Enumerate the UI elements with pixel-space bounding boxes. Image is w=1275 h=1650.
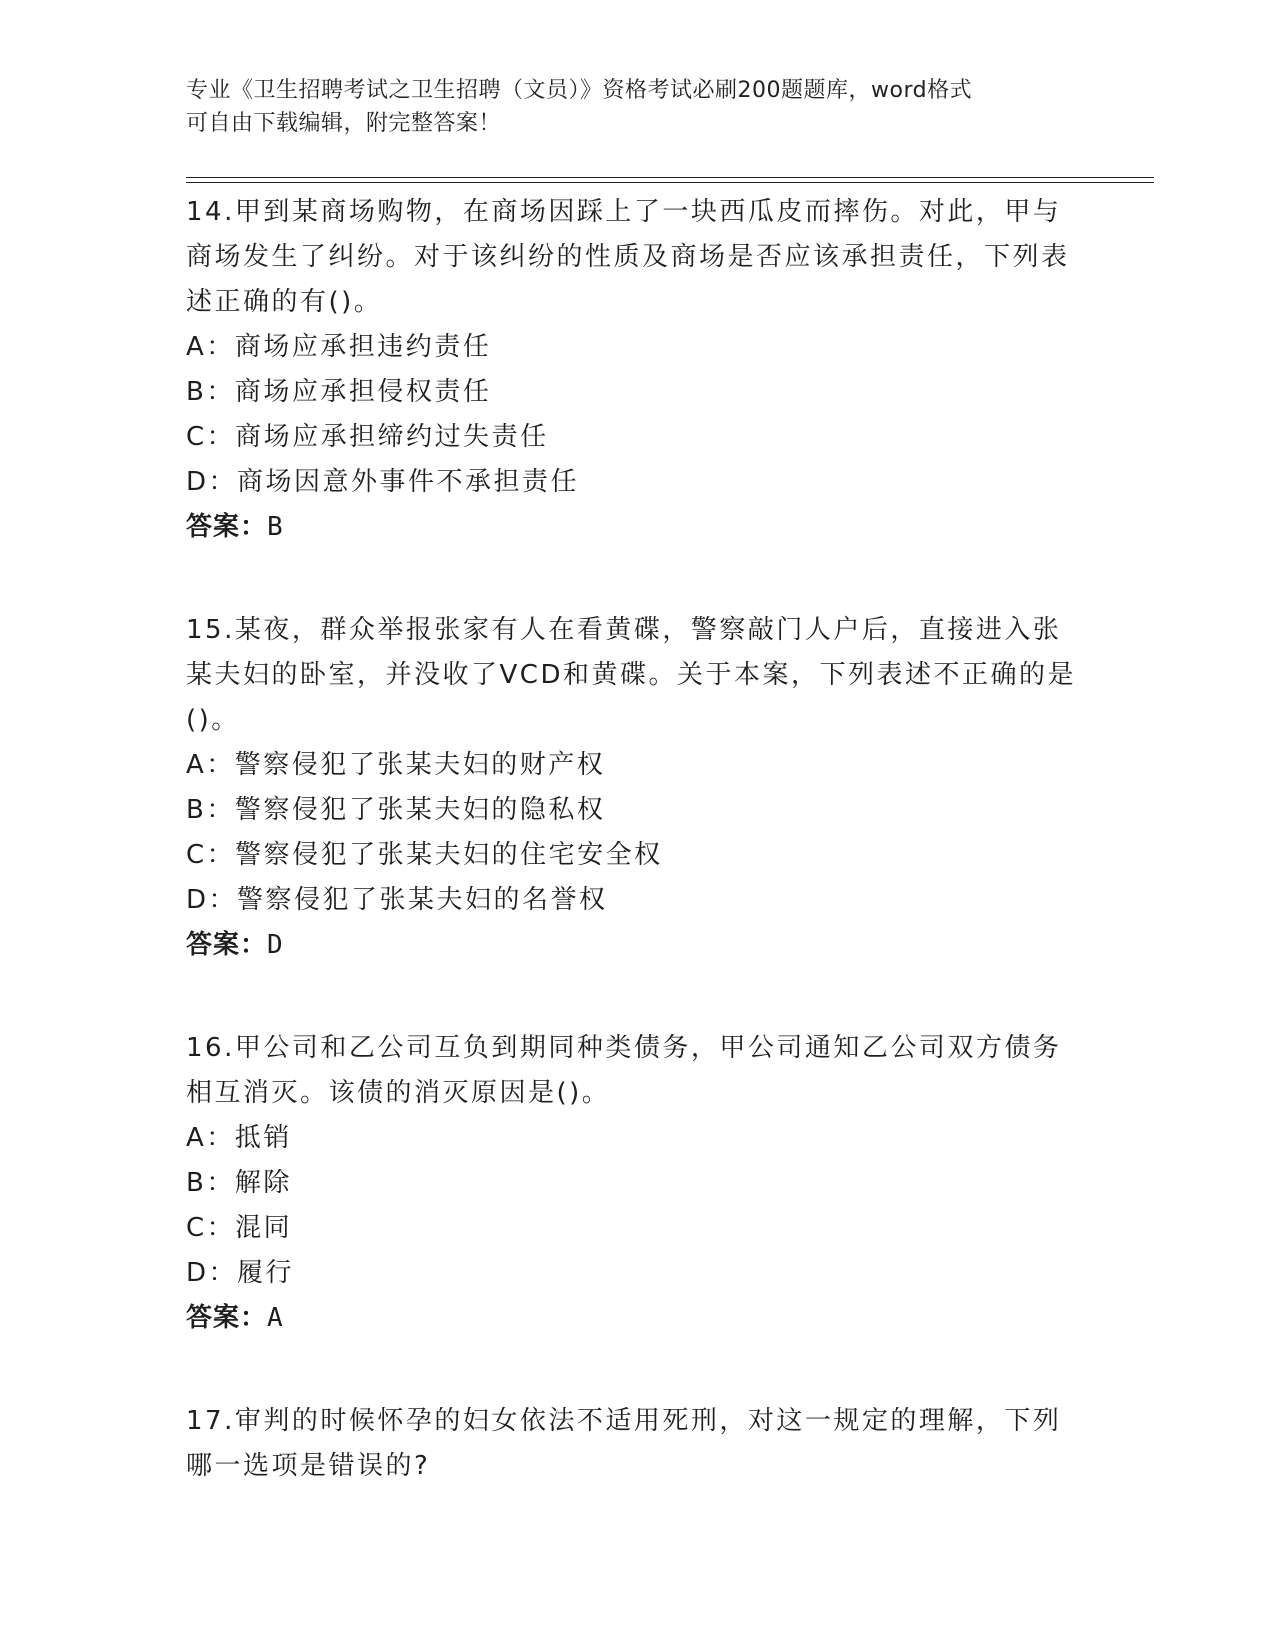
- question-17: [186, 1399, 1086, 1489]
- question-14: [186, 190, 1086, 550]
- option-d: D：警察侵犯了张某夫妇的名誉权: [186, 885, 608, 915]
- question-16: [186, 1026, 1086, 1341]
- option-a: A：警察侵犯了张某夫妇的财产权: [186, 750, 606, 780]
- question-stem: 15.某夜，群众举报张家有人在看黄碟，警察敲门人户后，直接进入张某夫妇的卧室，并没收了VCD和黄碟。关于本案，下列表述不正确的是()。: [186, 615, 1076, 735]
- option-b: B：商场应承担侵权责任: [186, 377, 492, 407]
- answer-label: 答案：: [186, 930, 268, 960]
- answer-label: 答案：: [186, 1303, 268, 1333]
- question-list: [186, 190, 1086, 1547]
- answer-label: 答案：: [186, 512, 268, 542]
- option-a: A：商场应承担违约责任: [186, 332, 492, 362]
- question-stem: 17.审判的时候怀孕的妇女依法不适用死刑，对这一规定的理解，下列哪一选项是错误的?: [186, 1406, 1062, 1481]
- option-c: C：混同: [186, 1213, 293, 1243]
- answer-line: [186, 505, 1086, 550]
- answer-line: [186, 923, 1086, 968]
- question-stem: 14.甲到某商场购物，在商场因踩上了一块西瓜皮而摔伤。对此，甲与商场发生了纠纷。对于该纠纷的性质及商场是否应该承担责任，下列表述正确的有()。: [186, 197, 1070, 317]
- answer-value: D: [267, 930, 284, 960]
- option-d: D：履行: [186, 1258, 295, 1288]
- answer-value: A: [267, 1303, 284, 1333]
- option-b: B：警察侵犯了张某夫妇的隐私权: [186, 795, 606, 825]
- answer-value: B: [267, 512, 284, 542]
- header-divider-bottom: [186, 182, 1154, 183]
- option-c: C：商场应承担缔约过失责任: [186, 422, 549, 452]
- header-divider-top: [186, 177, 1154, 178]
- answer-line: [186, 1296, 1086, 1341]
- option-c: C：警察侵犯了张某夫妇的住宅安全权: [186, 840, 663, 870]
- header-line-1: 专业《卫生招聘考试之卫生招聘（文员）》资格考试必刷200题题库，word格式: [186, 78, 973, 103]
- question-15: [186, 608, 1086, 968]
- question-stem: 16.甲公司和乙公司互负到期同种类债务，甲公司通知乙公司双方债务相互消灭。该债的消灭原因是()。: [186, 1033, 1062, 1108]
- header-line-2: 可自由下载编辑，附完整答案！: [186, 111, 502, 136]
- option-d: D：商场因意外事件不承担责任: [186, 467, 580, 497]
- option-a: A：抵销: [186, 1123, 292, 1153]
- document-header: [186, 74, 1066, 140]
- option-b: B：解除: [186, 1168, 292, 1198]
